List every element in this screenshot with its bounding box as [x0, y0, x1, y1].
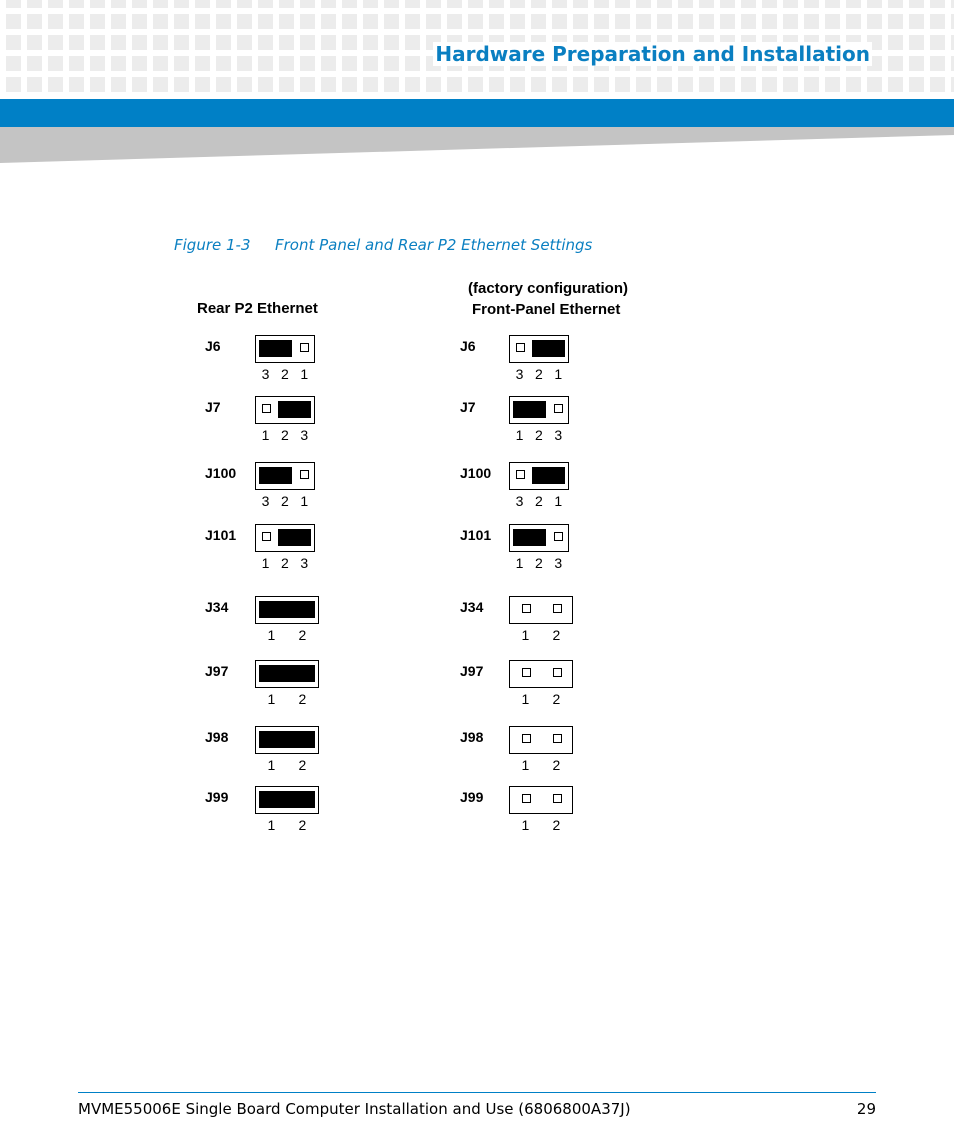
rear-pin-number: 3	[261, 366, 270, 382]
rear-jumper-label: J97	[205, 663, 229, 679]
front-jumper-label: J7	[460, 399, 476, 415]
front-shunt-j6	[532, 340, 565, 357]
front-pin-number: 3	[554, 555, 563, 571]
front-jumper-label: J100	[460, 465, 492, 481]
front-jumper-j34	[509, 596, 573, 624]
front-pin-number: 1	[521, 627, 530, 643]
rear-shunt-j34	[259, 601, 315, 618]
page-number: 29	[856, 1100, 876, 1118]
front-pin-number: 2	[535, 555, 543, 571]
rear-pin-number: 3	[300, 427, 309, 443]
front-jumper-j98	[509, 726, 573, 754]
rear-pin-number: 3	[261, 493, 270, 509]
front-pin	[554, 404, 563, 413]
rear-pin-number: 2	[281, 366, 289, 382]
footer-text: MVME55006E Single Board Computer Installation and Use (6806800A37J)	[78, 1100, 631, 1118]
rear-pin	[262, 532, 271, 541]
figure-title: Front Panel and Rear P2 Ethernet Settings	[275, 236, 593, 254]
front-pin-number: 1	[521, 691, 530, 707]
front-shunt-j101	[513, 529, 546, 546]
front-pin	[553, 734, 562, 743]
rear-pin-number: 1	[261, 555, 270, 571]
front-jumper-label: J101	[460, 527, 492, 543]
rear-shunt-j97	[259, 665, 315, 682]
front-note: (factory configuration)	[468, 280, 628, 297]
section-title: Hardware Preparation and Installation	[435, 42, 870, 66]
front-pin-number: 2	[552, 627, 561, 643]
front-pin-number: 2	[535, 427, 543, 443]
figure-label: Figure 1-3	[174, 236, 251, 254]
front-pin-number: 3	[554, 427, 563, 443]
rear-pin-number: 2	[298, 817, 307, 833]
rear-pin	[262, 404, 271, 413]
rear-jumper-label: J98	[205, 729, 229, 745]
front-jumper-j97	[509, 660, 573, 688]
rear-pin-number: 1	[267, 757, 276, 773]
front-pin-number: 1	[521, 757, 530, 773]
rear-jumper-label: J7	[205, 399, 221, 415]
front-jumper-label: J6	[460, 338, 476, 354]
footer-rule	[78, 1092, 876, 1093]
front-pin	[553, 668, 562, 677]
front-pin-number: 1	[515, 427, 524, 443]
rear-jumper-label: J6	[205, 338, 221, 354]
header-wedge	[0, 127, 954, 167]
rear-pin-number: 2	[298, 691, 307, 707]
front-pin-number: 2	[552, 757, 561, 773]
front-pin-number: 1	[554, 366, 563, 382]
front-pin	[522, 668, 531, 677]
rear-pin-number: 1	[267, 817, 276, 833]
rear-jumper-label: J99	[205, 789, 229, 805]
front-column-title: Front-Panel Ethernet	[472, 301, 621, 318]
front-shunt-j100	[532, 467, 565, 484]
front-jumper-j99	[509, 786, 573, 814]
front-pin-number: 2	[535, 493, 543, 509]
front-pin	[522, 604, 531, 613]
front-pin-number: 2	[552, 817, 561, 833]
rear-shunt-j7	[278, 401, 311, 418]
front-pin	[553, 794, 562, 803]
rear-column-title: Rear P2 Ethernet	[197, 300, 318, 317]
rear-pin-number: 3	[300, 555, 309, 571]
rear-pin-number: 1	[261, 427, 270, 443]
rear-pin-number: 2	[281, 427, 289, 443]
front-jumper-label: J34	[460, 599, 484, 615]
rear-pin-number: 1	[300, 366, 309, 382]
front-pin-number: 3	[515, 366, 524, 382]
rear-pin-number: 1	[267, 691, 276, 707]
front-pin	[522, 734, 531, 743]
rear-pin	[300, 470, 309, 479]
rear-pin-number: 1	[300, 493, 309, 509]
front-pin	[516, 343, 525, 352]
rear-shunt-j98	[259, 731, 315, 748]
front-shunt-j7	[513, 401, 546, 418]
rear-pin-number: 2	[298, 627, 307, 643]
rear-pin	[300, 343, 309, 352]
front-jumper-label: J99	[460, 789, 484, 805]
rear-shunt-j101	[278, 529, 311, 546]
rear-pin-number: 2	[281, 555, 289, 571]
figure-caption	[174, 236, 592, 254]
header-band	[0, 99, 954, 127]
rear-pin-number: 1	[267, 627, 276, 643]
front-jumper-label: J97	[460, 663, 484, 679]
rear-shunt-j6	[259, 340, 292, 357]
rear-jumper-label: J34	[205, 599, 229, 615]
rear-shunt-j99	[259, 791, 315, 808]
front-pin	[554, 532, 563, 541]
front-pin-number: 2	[552, 691, 561, 707]
front-pin-number: 3	[515, 493, 524, 509]
rear-jumper-label: J101	[205, 527, 237, 543]
front-pin	[516, 470, 525, 479]
front-pin-number: 2	[535, 366, 543, 382]
front-pin	[553, 604, 562, 613]
front-pin-number: 1	[521, 817, 530, 833]
rear-pin-number: 2	[298, 757, 307, 773]
rear-jumper-label: J100	[205, 465, 237, 481]
front-jumper-label: J98	[460, 729, 484, 745]
front-pin	[522, 794, 531, 803]
rear-shunt-j100	[259, 467, 292, 484]
front-pin-number: 1	[515, 555, 524, 571]
front-pin-number: 1	[554, 493, 563, 509]
rear-pin-number: 2	[281, 493, 289, 509]
